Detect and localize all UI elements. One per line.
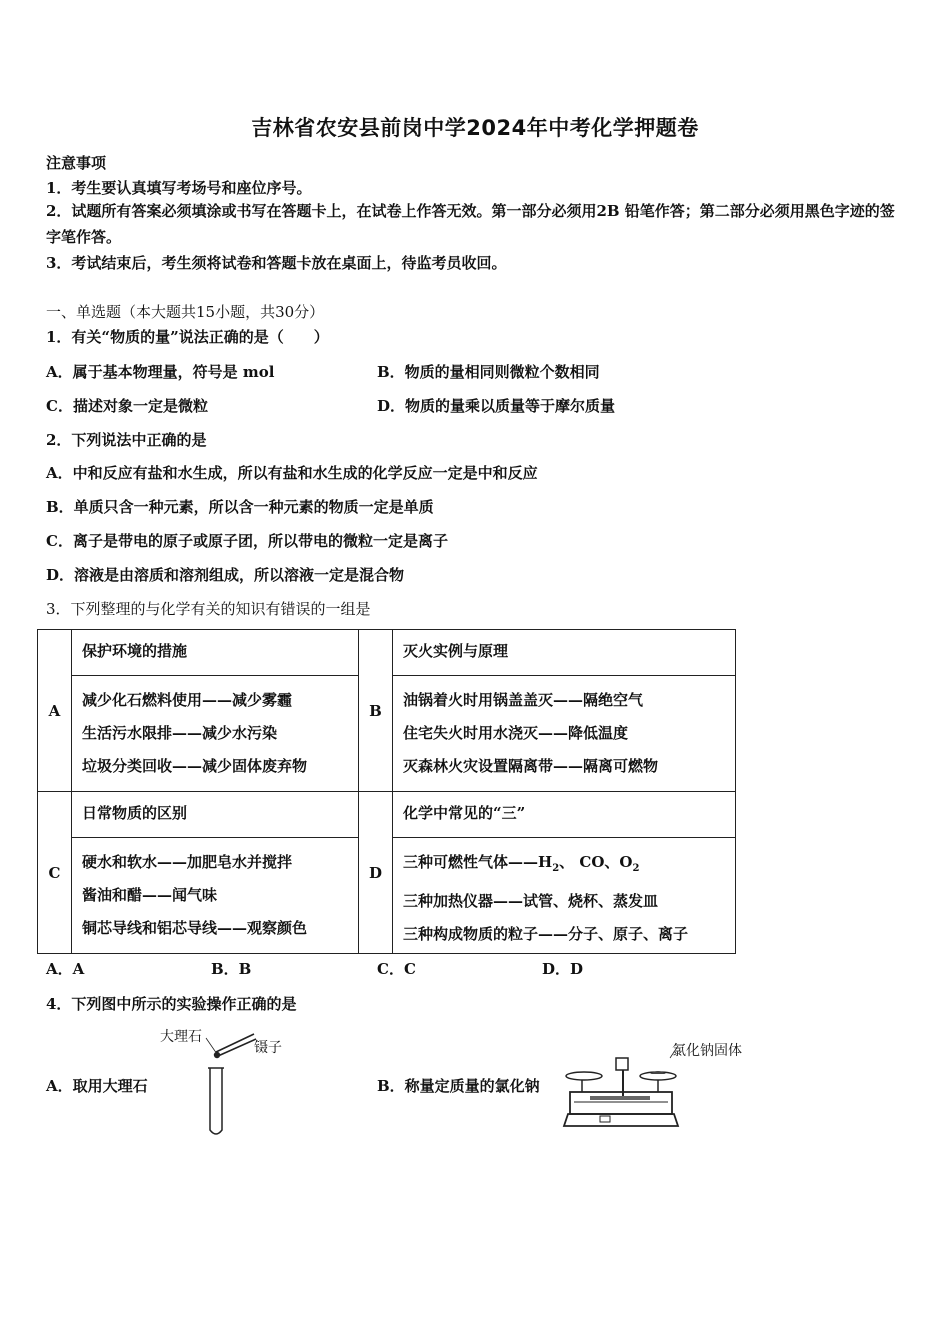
q2-option-b: B．单质只含一种元素，所以含一种元素的物质一定是单质 (46, 498, 434, 516)
q3-body-b (393, 676, 736, 792)
q3-head-b: 灭火实例与原理 (393, 630, 736, 676)
q3-a-line-3: 垃圾分类回收——减少固体废弃物 (82, 757, 308, 775)
q3-body-a (72, 676, 359, 792)
q4-option-b: B．称量定质量的氯化钠 (377, 1077, 540, 1095)
q3-letter-c: C (38, 792, 72, 954)
q1-stem: 1．有关“物质的量”说法正确的是（ ） (46, 328, 329, 346)
q3-body-c (72, 838, 359, 954)
fig-a-label-tweezers: 镊子 (254, 1040, 282, 1056)
note-item-2: 2．试题所有答案必须填涂或书写在答题卡上，在试卷上作答无效。第一部分必须用2B 铅笔作答；第二部分必须用黑色字迹的签字笔作答。 (46, 202, 895, 246)
q3-a-line-2: 生活污水限排——减少水污染 (82, 724, 278, 742)
q3-option-b: B．B (211, 960, 252, 978)
q3-head-c: 日常物质的区别 (72, 792, 359, 838)
q1-option-b: B．物质的量相同则微粒个数相同 (377, 363, 600, 381)
q2-option-a: A．中和反应有盐和水生成，所以有盐和水生成的化学反应一定是中和反应 (46, 464, 538, 482)
q3-stem: 3．下列整理的与化学有关的知识有错误的一组是 (46, 600, 371, 618)
q3-d-line-2: 三种加热仪器——试管、烧杯、蒸发皿 (403, 892, 659, 910)
q3-d-line-1: 三种可燃性气体$——H_2$、 CO、$O_2$ (403, 853, 640, 874)
q3-c-line-3: 铜芯导线和铝芯导线——观察颜色 (82, 919, 308, 937)
q3-option-c: C．C (377, 960, 416, 978)
q3-a-line-1: 减少化石燃料使用——减少雾霾 (82, 691, 293, 709)
fig-a-label-marble: 大理石 (160, 1029, 202, 1045)
q1-option-c: C．描述对象一定是微粒 (46, 397, 208, 415)
q3-head-d: 化学中常见的“三” (393, 792, 736, 838)
q1-option-a: A．属于基本物理量，符号是 mol (46, 363, 275, 381)
q3-b-line-2: 住宅失火时用水浇灭——降低温度 (403, 724, 629, 742)
q4-stem: 4．下列图中所示的实验操作正确的是 (46, 995, 297, 1013)
q3-letter-d: D (359, 792, 393, 954)
q4-option-a: A．取用大理石 (46, 1077, 148, 1095)
q3-c-line-2: 酱油和醋——闻气味 (82, 886, 218, 904)
q2-stem: 2．下列说法中正确的是 (46, 431, 207, 449)
q3-c-line-1: 硬水和软水——加肥皂水并搅拌 (82, 853, 293, 871)
q2-option-c: C．离子是带电的原子或原子团，所以带电的微粒一定是离子 (46, 532, 448, 550)
notes-heading: 注意事项 (46, 154, 107, 172)
balance-scale-figure (560, 1030, 690, 1140)
q1-option-d: D．物质的量乘以质量等于摩尔质量 (377, 397, 616, 415)
test-tube-tweezers-figure (196, 1030, 266, 1142)
q3-table (37, 629, 736, 954)
q3-option-d: D．D (542, 960, 584, 978)
section-heading: 一、单选题（本大题共15小题，共30分） (46, 303, 325, 321)
q3-head-a: 保护环境的措施 (72, 630, 359, 676)
q2-option-d: D．溶液是由溶质和溶剂组成，所以溶液一定是混合物 (46, 566, 405, 584)
fig-b-label-nacl: 氯化钠固体 (672, 1043, 742, 1059)
q3-letter-b: B (359, 630, 393, 792)
q3-b-line-3: 灭森林火灾设置隔离带——隔离可燃物 (403, 757, 659, 775)
note-item-1: 1．考生要认真填写考场号和座位序号。 (46, 179, 312, 197)
q3-d-line-3: 三种构成物质的粒子——分子、原子、离子 (403, 925, 689, 943)
q3-option-a: A．A (46, 960, 85, 978)
q3-body-d (393, 838, 736, 954)
page-title: 吉林省农安县前岗中学2024年中考化学押题卷 (251, 116, 699, 140)
q3-letter-a: A (38, 630, 72, 792)
note-item-3: 3．考试结束后，考生须将试卷和答题卡放在桌面上，待监考员收回。 (46, 254, 507, 272)
q3-b-line-1: 油锅着火时用锅盖盖灭——隔绝空气 (403, 691, 644, 709)
